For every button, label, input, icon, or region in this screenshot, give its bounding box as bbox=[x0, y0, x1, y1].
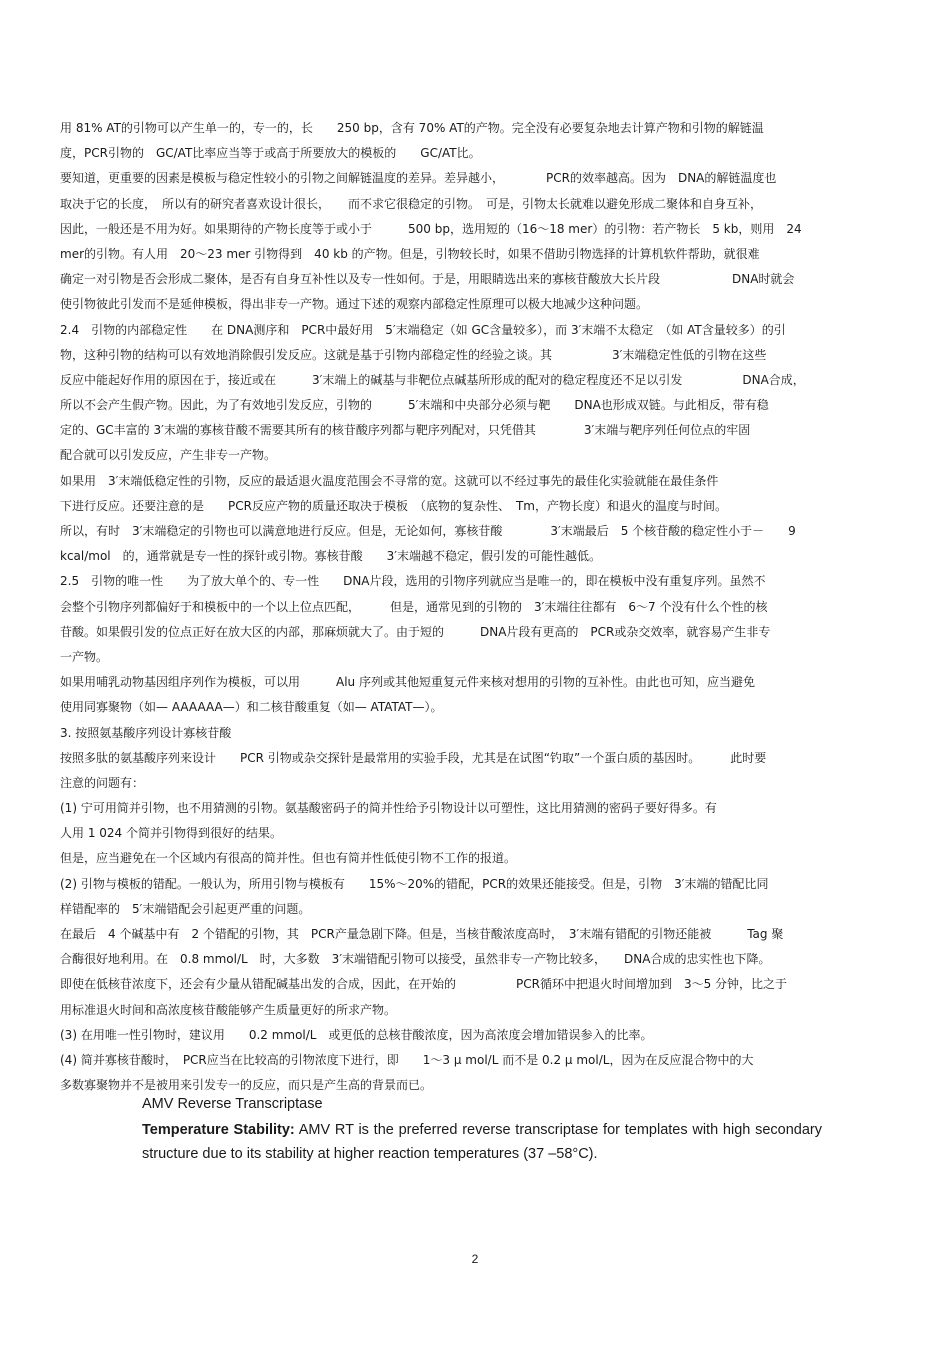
text-line: 合酶很好地利用。在 0.8 mmol/L 时，大多数 3′末端错配引物可以接受，虽然非专一产物比较多， DNA合成的忠实性也下降。 bbox=[60, 952, 771, 967]
text-line: (1) 宁可用简并引物，也不用猜测的引物。氨基酸密码子的简并性给予引物设计以可塑性，这比用猜测的密码子要好得多。有 bbox=[60, 801, 717, 816]
paragraph-label: Temperature Stability: bbox=[142, 1122, 295, 1138]
text-line: 样错配率的 5′末端错配会引起更严重的问题。 bbox=[60, 901, 311, 916]
text-line: (3) 在用唯一性引物时，建议用 0.2 mmol/L 或更低的总核苷酸浓度，因为高浓度会增加错误参入的比率。 bbox=[60, 1027, 653, 1042]
text-line: kcal/mol 的，通常就是专一性的探针或引物。寡核苷酸 3′末端越不稳定，假引发的可能性越低。 bbox=[60, 549, 602, 564]
text-line: 要知道，更重要的因素是模板与稳定性较小的引物之间解链温度的差异。差异越小， PCR的效率越高。因为 DNA的解链温度也 bbox=[60, 171, 777, 186]
text-line: 2.5 引物的唯一性 为了放大单个的、专一性 DNA片段，选用的引物序列就应当是唯一的，即在模板中没有重复序列。虽然不 bbox=[60, 574, 766, 589]
body-text bbox=[60, 116, 850, 1098]
text-line: 使用同寡聚物（如— AAAAAA—）和二核苷酸重复（如— ATATAT—）。 bbox=[60, 700, 443, 715]
text-line: 因此，一般还是不用为好。如果期待的产物长度等于或小于 500 bp，选用短的（16～18 mer）的引物：若产物长 5 kb，则用 24 bbox=[60, 221, 802, 236]
text-line: 会整个引物序列都偏好于和模板中的一个以上位点匹配， 但是，通常见到的引物的 3′末端往往都有 6～7 个没有什么个性的核 bbox=[60, 599, 768, 614]
text-line: 所以不会产生假产物。因此，为了有效地引发反应，引物的 5′末端和中央部分必须与靶 DNA也形成双链。与此相反，带有稳 bbox=[60, 398, 769, 413]
text-line: 即使在低核苷浓度下，还会有少量从错配碱基出发的合成，因此，在开始的 PCR循环中把退火时间增加到 3～5 分钟，比之于 bbox=[60, 977, 788, 992]
text-line: 所以，有时 3′末端稳定的引物也可以满意地进行反应。但是，无论如何，寡核苷酸 3′末端最后 5 个核苷酸的稳定性小于－ 9 bbox=[60, 524, 796, 538]
paragraph-text: AMV RT is the preferred reverse transcriptase for templates with high secondary structure due to its stability at higher reaction temperatures (37 –58°C). bbox=[142, 1122, 822, 1162]
text-line: 3. 按照氨基酸序列设计寡核苷酸 bbox=[60, 725, 232, 740]
text-line: 多数寡聚物并不是被用来引发专一的反应，而只是产生高的背景而已。 bbox=[60, 1078, 433, 1093]
text-line: mer的引物。有人用 20～23 mer 引物得到 40 kb 的产物。但是，引物较长时，如果不借助引物选择的计算机软件帮助，就很难 bbox=[60, 246, 760, 261]
text-line: 定的、GC丰富的 3′末端的寡核苷酸不需要其所有的核苷酸序列都与靶序列配对，只凭借其 3′末端与靶序列任何位点的牢固 bbox=[60, 423, 751, 438]
text-line: 按照多肽的氨基酸序列来设计 PCR 引物或杂交探针是最常用的实验手段，尤其是在试图“钓取”一个蛋白质的基因时。 此时要 bbox=[60, 750, 767, 765]
text-line: 配合就可以引发反应，产生非专一产物。 bbox=[60, 448, 277, 463]
english-paragraph bbox=[142, 1118, 822, 1166]
text-line: 下进行反应。还要注意的是 PCR反应产物的质量还取决于模板 （底物的复杂性、 Tm，产物长度）和退火的温度与时间。 bbox=[60, 498, 727, 513]
text-line: 如果用哺乳动物基因组序列作为模板，可以用 Alu 序列或其他短重复元件来核对想用的引物的互补性。由此也可知，应当避免 bbox=[60, 675, 755, 690]
text-line: 注意的问题有： bbox=[60, 775, 145, 790]
text-line: 取决于它的长度， 所以有的研究者喜欢设计很长， 而不求它很稳定的引物。 可是，引物太长就难以避免形成二聚体和自身互补， bbox=[60, 196, 763, 211]
text-line: (4) 简并寡核苷酸时， PCR应当在比较高的引物浓度下进行，即 1～3 μ mol/L 而不是 0.2 μ mol/L，因为在反应混合物中的大 bbox=[60, 1052, 754, 1067]
text-line: 使引物彼此引发而不是延伸模板，得出非专一产物。通过下述的观察内部稳定性原理可以极大地减少这种问题。 bbox=[60, 297, 649, 312]
text-line: 度，PCR引物的 GC/AT比率应当等于或高于所要放大的模板的 GC/AT比。 bbox=[60, 146, 481, 161]
text-line: 人用 1 024 个简并引物得到很好的结果。 bbox=[60, 826, 282, 841]
text-line: 一产物。 bbox=[60, 649, 109, 664]
text-line: 确定一对引物是否会形成二聚体，是否有自身互补性以及专一性如何。于是，用眼睛选出来的寡核苷酸放大长片段 DNA时就会 bbox=[60, 272, 795, 287]
text-line: 苷酸。如果假引发的位点正好在放大区的内部，那麻烦就大了。由于短的 DNA片段有更高的 PCR或杂交效率，就容易产生非专 bbox=[60, 624, 771, 639]
text-line: 在最后 4 个碱基中有 2 个错配的引物，其 PCR产量急剧下降。但是，当核苷酸浓度高时， 3′末端有错配的引物还能被 Tag 聚 bbox=[60, 927, 784, 941]
text-line: 用 81% AT的引物可以产生单一的，专一的，长 250 bp，含有 70% AT的产物。完全没有必要复杂地去计算产物和引物的解链温 bbox=[60, 121, 764, 135]
english-section bbox=[142, 1092, 822, 1166]
text-line: 反应中能起好作用的原因在于，接近或在 3′末端上的碱基与非靶位点碱基所形成的配对的稳定程度还不足以引发 DNA合成， bbox=[60, 372, 805, 387]
text-line: 物，这种引物的结构可以有效地消除假引发反应。这就是基于引物内部稳定性的经验之谈。其 3′末端稳定性低的引物在这些 bbox=[60, 347, 767, 362]
text-line: 但是，应当避免在一个区域内有很高的简并性。但也有简并性低使引物不工作的报道。 bbox=[60, 851, 517, 866]
text-line: 用标准退火时间和高浓度核苷酸能够产生质量更好的所求产物。 bbox=[60, 1002, 397, 1017]
text-line: 2.4 引物的内部稳定性 在 DNA测序和 PCR中最好用 5′末端稳定（如 GC含量较多），而 3′末端不太稳定 （如 AT含量较多）的引 bbox=[60, 322, 786, 337]
page-number: 2 bbox=[471, 1252, 479, 1266]
section-title: AMV Reverse Transcriptase bbox=[142, 1096, 323, 1112]
text-line: 如果用 3′末端低稳定性的引物，反应的最适退火温度范围会不寻常的宽。这就可以不经过事先的最佳化实验就能在最佳条件 bbox=[60, 473, 719, 488]
text-line: (2) 引物与模板的错配。一般认为，所用引物与模板有 15%～20%的错配，PCR的效果还能接受。但是，引物 3′末端的错配比同 bbox=[60, 876, 769, 891]
